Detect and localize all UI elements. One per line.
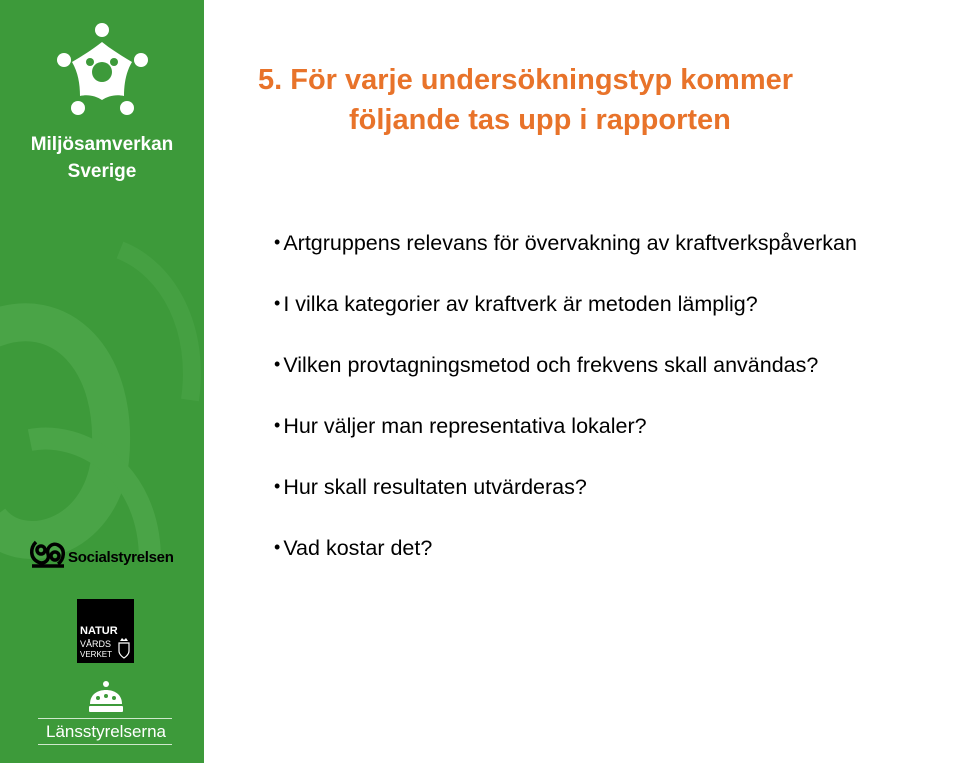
bullet-text: Vilken provtagningsmetod och frekvens skall användas? (283, 353, 819, 377)
sidebar (0, 0, 204, 763)
bullet-item (274, 472, 587, 503)
org-name-line1: Miljösamverkan (30, 134, 174, 155)
bullet-dot: • (274, 232, 281, 252)
bullet-text: Artgruppens relevans för övervakning av kraftverkspåverkan (283, 231, 857, 255)
socialstyrelsen-logo (28, 536, 188, 576)
divider (38, 718, 172, 719)
bullet-dot: • (274, 476, 281, 496)
bullet-text: Hur skall resultaten utvärderas? (283, 475, 587, 499)
bullet-item (274, 228, 857, 259)
bullet-item (274, 289, 758, 320)
slide-title-line1: 5. För varje undersökningstyp kommer (258, 64, 794, 96)
lansstyrelserna-logo (36, 680, 176, 750)
naturvardsverket-line3: VERKET (80, 650, 113, 659)
bullet-item (274, 350, 818, 381)
bullet-text: Hur väljer man representativa lokaler? (283, 414, 647, 438)
socialstyrelsen-wordmark: Socialstyrelsen (68, 549, 174, 566)
slide-title (258, 60, 938, 140)
divider (38, 744, 172, 745)
bullet-item (274, 411, 647, 442)
org-name-line2: Sverige (67, 161, 137, 182)
bullet-dot: • (274, 293, 281, 313)
bullet-item (274, 533, 432, 564)
crown-icon (86, 680, 126, 716)
crest-icon (117, 637, 131, 659)
bullet-dot: • (274, 354, 281, 374)
naturvardsverket-line1: NATUR (80, 625, 118, 637)
bullet-text: I vilka kategorier av kraftverk är metoden lämplig? (283, 292, 758, 316)
slide-title-line2: följande tas upp i rapporten (349, 104, 731, 136)
bullet-text: Vad kostar det? (283, 536, 433, 560)
bullet-dot: • (274, 415, 281, 435)
flower-logo-icon (50, 20, 155, 125)
lansstyrelserna-wordmark: Länsstyrelserna (45, 722, 166, 741)
socialstyrelsen-emblem-icon (28, 536, 68, 572)
bullet-dot: • (274, 537, 281, 557)
naturvardsverket-logo (77, 599, 134, 663)
naturvardsverket-line2: VÅRDS (80, 639, 112, 649)
